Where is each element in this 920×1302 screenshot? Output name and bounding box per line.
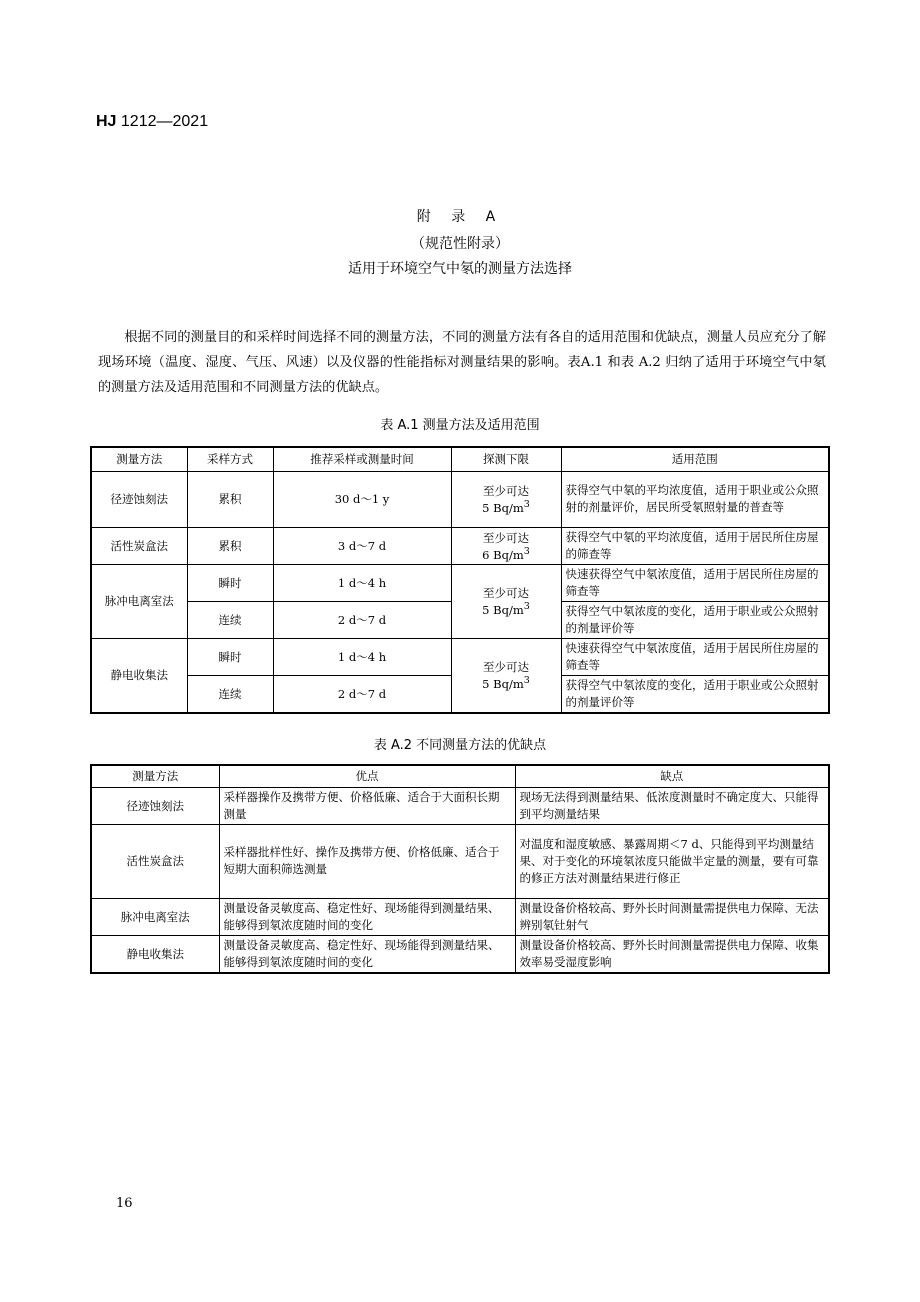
scope-cell: 快速获得空气中氡浓度值，适用于居民所住房屋的筛查等 [561, 638, 829, 675]
limit-value: 5 Bq/m [482, 676, 524, 691]
limit-cell [451, 527, 561, 564]
limit-unit-exp: 3 [523, 545, 530, 557]
appendix-label: 附 录 A [416, 209, 504, 225]
limit-value: 5 Bq/m [482, 602, 524, 617]
method-cell: 静电收集法 [91, 935, 219, 973]
limit-unit-exp: 3 [523, 499, 530, 511]
table-header-row [91, 447, 829, 471]
limit-unit-exp: 3 [523, 675, 530, 687]
header-time: 推荐采样或测量时间 [273, 447, 451, 471]
header-method: 测量方法 [91, 447, 187, 471]
scope-cell: 获得空气中氡的平均浓度值，适用于居民所住房屋的筛查等 [561, 527, 829, 564]
limit-label: 至少可达 [483, 484, 529, 499]
method-cell: 脉冲电离室法 [91, 564, 187, 638]
sampling-cell: 瞬时 [187, 564, 273, 601]
intro-paragraph [98, 325, 826, 400]
limit-value: 6 Bq/m [482, 547, 524, 562]
table-row [91, 471, 829, 527]
pros-cell: 测量设备灵敏度高、稳定性好、现场能得到测量结果、能够得到氡浓度随时间的变化 [219, 898, 515, 935]
method-cell: 径迹蚀刻法 [91, 471, 187, 527]
method-cell: 脉冲电离室法 [91, 898, 219, 935]
table-row [91, 564, 829, 601]
intro-text: 根据不同的测量目的和采样时间选择不同的测量方法，不同的测量方法有各自的适用范围和优缺点，测量人员应充分了解现场环境（温度、湿度、气压、风速）以及仪器的性能指标对测量结果的影响。表A.1 和表 A.2 归纳了适用于环境空气中氡的测量方法及适用范围和不同测量方法的优缺点。 [98, 330, 826, 395]
method-cell: 活性炭盒法 [91, 824, 219, 898]
header-sampling: 采样方式 [187, 447, 273, 471]
method-cell: 静电收集法 [91, 638, 187, 713]
time-cell: 1 d～4 h [273, 638, 451, 675]
pros-cell: 测量设备灵敏度高、稳定性好、现场能得到测量结果、能够得到氡浓度随时间的变化 [219, 935, 515, 973]
scope-cell: 获得空气中氡浓度的变化，适用于职业或公众照射的剂量评价等 [561, 601, 829, 638]
header-cons: 缺点 [515, 765, 829, 787]
header-pros: 优点 [219, 765, 515, 787]
scope-cell: 获得空气中氡的平均浓度值，适用于职业或公众照射的剂量评价，居民所受氡照射量的普查等 [561, 471, 829, 527]
cons-cell: 测量设备价格较高、野外长时间测量需提供电力保障、无法辨别氡钍射气 [515, 898, 829, 935]
doc-code-prefix: HJ [96, 113, 117, 130]
table-row [91, 527, 829, 564]
table-row [91, 824, 829, 898]
doc-code-number: 1212—2021 [116, 113, 209, 130]
limit-cell [451, 564, 561, 638]
table-row [91, 935, 829, 973]
document-code [96, 113, 208, 131]
method-cell: 活性炭盒法 [91, 527, 187, 564]
methods-scope-table [90, 446, 830, 714]
table2-caption: 表 A.2 不同测量方法的优缺点 [373, 738, 547, 753]
time-cell: 1 d～4 h [273, 564, 451, 601]
limit-label: 至少可达 [483, 530, 529, 545]
table-row [91, 787, 829, 824]
methods-pros-cons-table [90, 764, 830, 974]
time-cell: 2 d～7 d [273, 601, 451, 638]
appendix-type: （规范性附录） [411, 236, 509, 252]
time-cell: 3 d～7 d [273, 527, 451, 564]
scope-cell: 快速获得空气中氡浓度值，适用于居民所住房屋的筛查等 [561, 564, 829, 601]
table-header-row [91, 765, 829, 787]
pros-cell: 采样器批样性好、操作及携带方便、价格低廉、适合于短期大面积筛选测量 [219, 824, 515, 898]
cons-cell: 现场无法得到测量结果、低浓度测量时不确定度大、只能得到平均测量结果 [515, 787, 829, 824]
sampling-cell: 累积 [187, 527, 273, 564]
table-row [91, 638, 829, 675]
header-scope: 适用范围 [561, 447, 829, 471]
limit-value: 5 Bq/m [482, 500, 524, 515]
header-method: 测量方法 [91, 765, 219, 787]
limit-label: 至少可达 [483, 660, 529, 675]
time-cell: 2 d～7 d [273, 675, 451, 713]
header-limit: 探测下限 [451, 447, 561, 471]
sampling-cell: 连续 [187, 675, 273, 713]
appendix-title: 适用于环境空气中氡的测量方法选择 [348, 261, 572, 277]
sampling-cell: 瞬时 [187, 638, 273, 675]
scope-cell: 获得空气中氡浓度的变化，适用于职业或公众照射的剂量评价等 [561, 675, 829, 713]
table-row [91, 898, 829, 935]
cons-cell: 对温度和湿度敏感、暴露周期＜7 d、只能得到平均测量结果、对于变化的环境氡浓度只能做半定量的测量，要有可靠的修正方法对测量结果进行修正 [515, 824, 829, 898]
time-cell: 30 d～1 y [273, 471, 451, 527]
limit-cell [451, 471, 561, 527]
page-number: 16 [116, 1196, 133, 1211]
limit-unit-exp: 3 [523, 601, 530, 613]
sampling-cell: 累积 [187, 471, 273, 527]
method-cell: 径迹蚀刻法 [91, 787, 219, 824]
limit-label: 至少可达 [483, 586, 529, 601]
table1-caption: 表 A.1 测量方法及适用范围 [380, 418, 540, 433]
limit-cell [451, 638, 561, 713]
cons-cell: 测量设备价格较高、野外长时间测量需提供电力保障、收集效率易受湿度影响 [515, 935, 829, 973]
pros-cell: 采样器操作及携带方便、价格低廉、适合于大面积长期测量 [219, 787, 515, 824]
sampling-cell: 连续 [187, 601, 273, 638]
